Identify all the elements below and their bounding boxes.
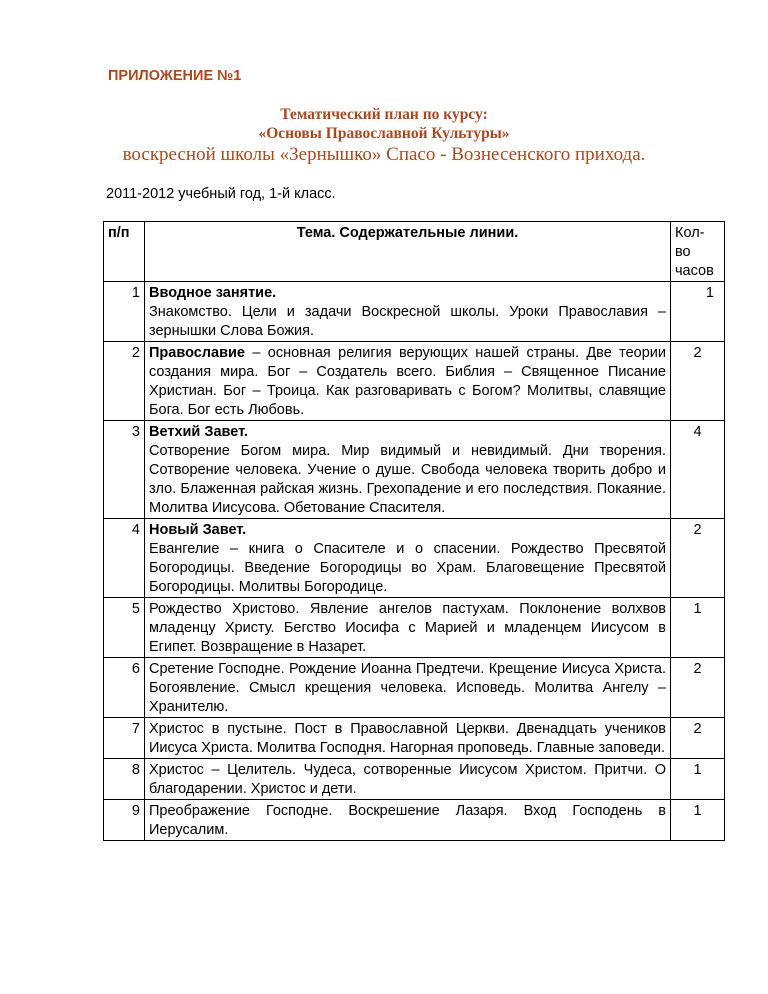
row-hours: 2 xyxy=(671,718,725,759)
table-row xyxy=(104,519,725,598)
topic-description: Евангелие – книга о Спасителе и о спасении. Рождество Пресвятой Богородицы. Введение Богородицы во Храм. Благовещение Пресвятой Богородицы. Молитвы Богородице. xyxy=(149,541,666,595)
table-row xyxy=(104,800,725,841)
column-header-topic: Тема. Содержательные линии. xyxy=(145,222,671,282)
row-number: 7 xyxy=(104,718,145,759)
row-hours: 1 xyxy=(671,598,725,658)
column-header-hours-text: Кол-во часов xyxy=(675,225,714,279)
row-number: 4 xyxy=(104,519,145,598)
row-number: 8 xyxy=(104,759,145,800)
topic-description: Преображение Господне. Воскрешение Лазаря. Вход Господень в Иерусалим. xyxy=(149,803,666,838)
row-number: 6 xyxy=(104,658,145,718)
row-topic xyxy=(145,342,671,421)
plan-title-line-1: Тематический план по курсу: xyxy=(280,106,488,123)
table-row xyxy=(104,598,725,658)
row-hours: 4 xyxy=(671,421,725,519)
table-row xyxy=(104,421,725,519)
row-hours: 1 xyxy=(671,800,725,841)
row-hours: 1 xyxy=(671,759,725,800)
row-number: 2 xyxy=(104,342,145,421)
plan-title-line-2: «Основы Православной Культуры» xyxy=(258,125,510,142)
row-topic xyxy=(145,658,671,718)
row-topic xyxy=(145,282,671,342)
appendix-label: ПРИЛОЖЕНИЕ №1 xyxy=(108,68,242,84)
topic-heading: Ветхий Завет. xyxy=(149,424,248,440)
row-topic xyxy=(145,421,671,519)
row-number: 3 xyxy=(104,421,145,519)
topic-description: Христос в пустыне. Пост в Православной Церкви. Двенадцать учеников Иисуса Христа. Молитва Господня. Нагорная проповедь. Главные заповеди. xyxy=(149,721,666,756)
row-topic xyxy=(145,800,671,841)
table-body xyxy=(104,282,725,841)
table-row xyxy=(104,342,725,421)
topic-heading: Новый Завет. xyxy=(149,522,247,538)
row-number: 1 xyxy=(104,282,145,342)
column-header-hours xyxy=(671,222,725,282)
thematic-plan-table xyxy=(103,221,725,841)
topic-heading: Вводное занятие. xyxy=(149,285,277,301)
topic-description: Христос – Целитель. Чудеса, сотворенные Иисусом Христом. Притчи. О благодарении. Христос и дети. xyxy=(149,762,666,797)
row-number: 9 xyxy=(104,800,145,841)
table-row xyxy=(104,282,725,342)
row-hours: 2 xyxy=(671,658,725,718)
topic-description: Сретение Господне. Рождение Иоанна Предтечи. Крещение Иисуса Христа. Богоявление. Смысл крещения человека. Исповедь. Молитва Ангелу – Хранителю. xyxy=(149,661,666,715)
table-row xyxy=(104,759,725,800)
topic-description: Рождество Христово. Явление ангелов пастухам. Поклонение волхвов младенцу Христу. Бегство Иосифа с Марией и младенцем Иисусом в Египет. Возвращение в Назарет. xyxy=(149,601,666,655)
topic-description: Сотворение Богом мира. Мир видимый и невидимый. Дни творения. Сотворение человека. Учение о душе. Свобода человека творить добро и зло. Блаженная райская жизнь. Грехопадение и его последствия. Покаяние. Молитва Иисусова. Обетование Спасителя. xyxy=(149,443,666,516)
row-topic xyxy=(145,718,671,759)
topic-description: – основная религия верующих нашей страны. Две теории создания мира. Бог – Создатель всего. Библия – Священное Писание Христиан. Бог – Троица. Как разговаривать с Богом? Молитвы, славящие Бога. Бог есть Любовь. xyxy=(149,345,666,418)
row-topic xyxy=(145,759,671,800)
topic-heading: Православие xyxy=(149,345,245,361)
topic-description: Знакомство. Цели и задачи Воскресной школы. Уроки Православия – зернышки Слова Божия. xyxy=(149,304,666,339)
row-hours: 2 xyxy=(671,342,725,421)
plan-title-line-3: воскресной школы «Зернышко» Спасо - Вознесенского прихода. xyxy=(122,144,646,165)
table-row xyxy=(104,718,725,759)
row-topic xyxy=(145,519,671,598)
school-year-line: 2011-2012 учебный год, 1-й класс. xyxy=(106,186,336,202)
row-hours: 2 xyxy=(671,519,725,598)
row-number: 5 xyxy=(104,598,145,658)
row-topic xyxy=(145,598,671,658)
column-header-number: п/п xyxy=(104,222,145,282)
row-hours: 1 xyxy=(671,282,725,342)
table-row xyxy=(104,658,725,718)
table-header-row xyxy=(104,222,725,282)
